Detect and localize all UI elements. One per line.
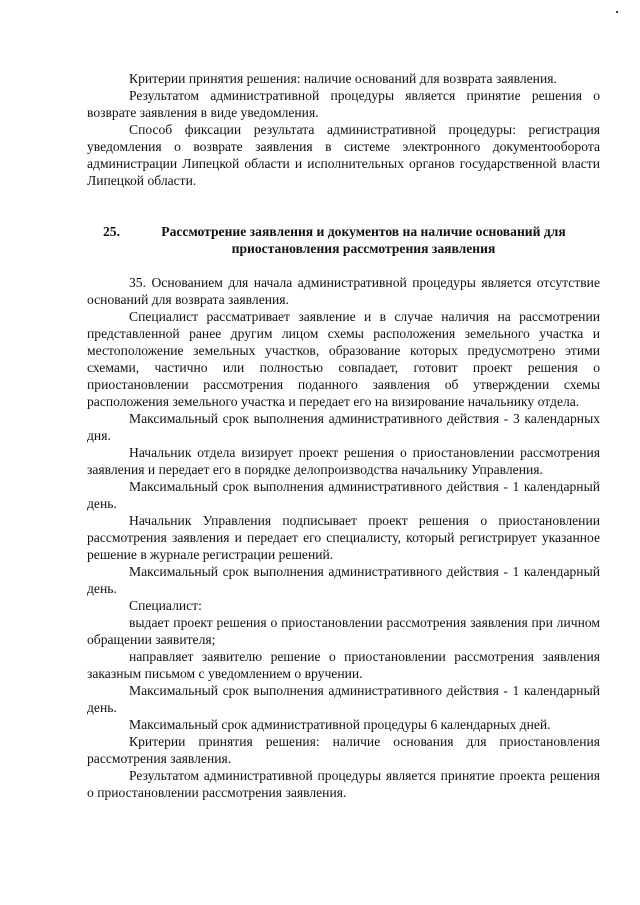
- document-page: [87, 70, 600, 801]
- paragraph-max-term-1-day-b: Максимальный срок выполнения административного действия - 1 календарный день.: [87, 564, 600, 596]
- paragraph-35-basis: 35. Основанием для начала административной процедуры является отсутствие оснований для возврата заявления.: [87, 275, 600, 307]
- paragraph-specialist-review: Специалист рассматривает заявление и в случае наличия на рассмотрении представленной ранее другим лицом схемы расположения земельного участка и местоположение земельных участков, образование которых предусмотрено этими схемами, частично или полностью совпадает, готовит проект решения о приостановлении рассмотрения поданного заявления об утверждении схемы расположения земельного участка и передает его на визирование начальнику отдела.: [87, 309, 600, 409]
- paragraph-max-term-1-day-a: Максимальный срок выполнения административного действия - 1 календарный день.: [87, 479, 600, 511]
- paragraph-max-term-1-day-c: Максимальный срок выполнения административного действия - 1 календарный день.: [87, 683, 600, 715]
- scan-speck: [616, 11, 618, 13]
- paragraph-criteria-return: Критерии принятия решения: наличие оснований для возврата заявления.: [129, 71, 557, 86]
- paragraph-issues-decision: выдает проект решения о приостановлении рассмотрения заявления при личном обращении заявителя;: [87, 615, 600, 647]
- paragraph-max-term-3-days: Максимальный срок выполнения административного действия - 3 календарных дня.: [87, 411, 600, 443]
- section-title: Рассмотрение заявления и документов на наличие оснований для приостановления рассмотрения заявления: [161, 224, 566, 256]
- paragraph-sends-decision: направляет заявителю решение о приостановлении рассмотрения заявления заказным письмом с уведомлением о вручении.: [87, 649, 600, 681]
- section-number: 25.: [103, 224, 120, 239]
- paragraph-specialist-label: Специалист:: [129, 598, 202, 613]
- section-heading: [87, 223, 600, 257]
- paragraph-head-of-administration: Начальник Управления подписывает проект решения о приостановлении рассмотрения заявления и передает его специалисту, который регистрирует указанное решение в журнале регистрации решений.: [87, 513, 600, 562]
- paragraph-fixation-method: Способ фиксации результата административной процедуры: регистрация уведомления о возврате заявления в системе электронного документооборота администрации Липецкой области и исполнительных органов государственной власти Липецкой области.: [87, 122, 600, 188]
- paragraph-max-procedure-term: Максимальный срок административной процедуры 6 календарных дней.: [129, 717, 551, 732]
- paragraph-head-of-department: Начальник отдела визирует проект решения о приостановлении рассмотрения заявления и передает его в порядке делопроизводства начальнику Управления.: [87, 445, 600, 477]
- paragraph-result-suspension: Результатом административной процедуры является принятие проекта решения о приостановлении рассмотрения заявления.: [87, 768, 600, 800]
- paragraph-criteria-suspension: Критерии принятия решения: наличие основания для приостановления рассмотрения заявления.: [87, 734, 600, 766]
- paragraph-result-return: Результатом административной процедуры является принятие решения о возврате заявления в виде уведомления.: [87, 88, 600, 120]
